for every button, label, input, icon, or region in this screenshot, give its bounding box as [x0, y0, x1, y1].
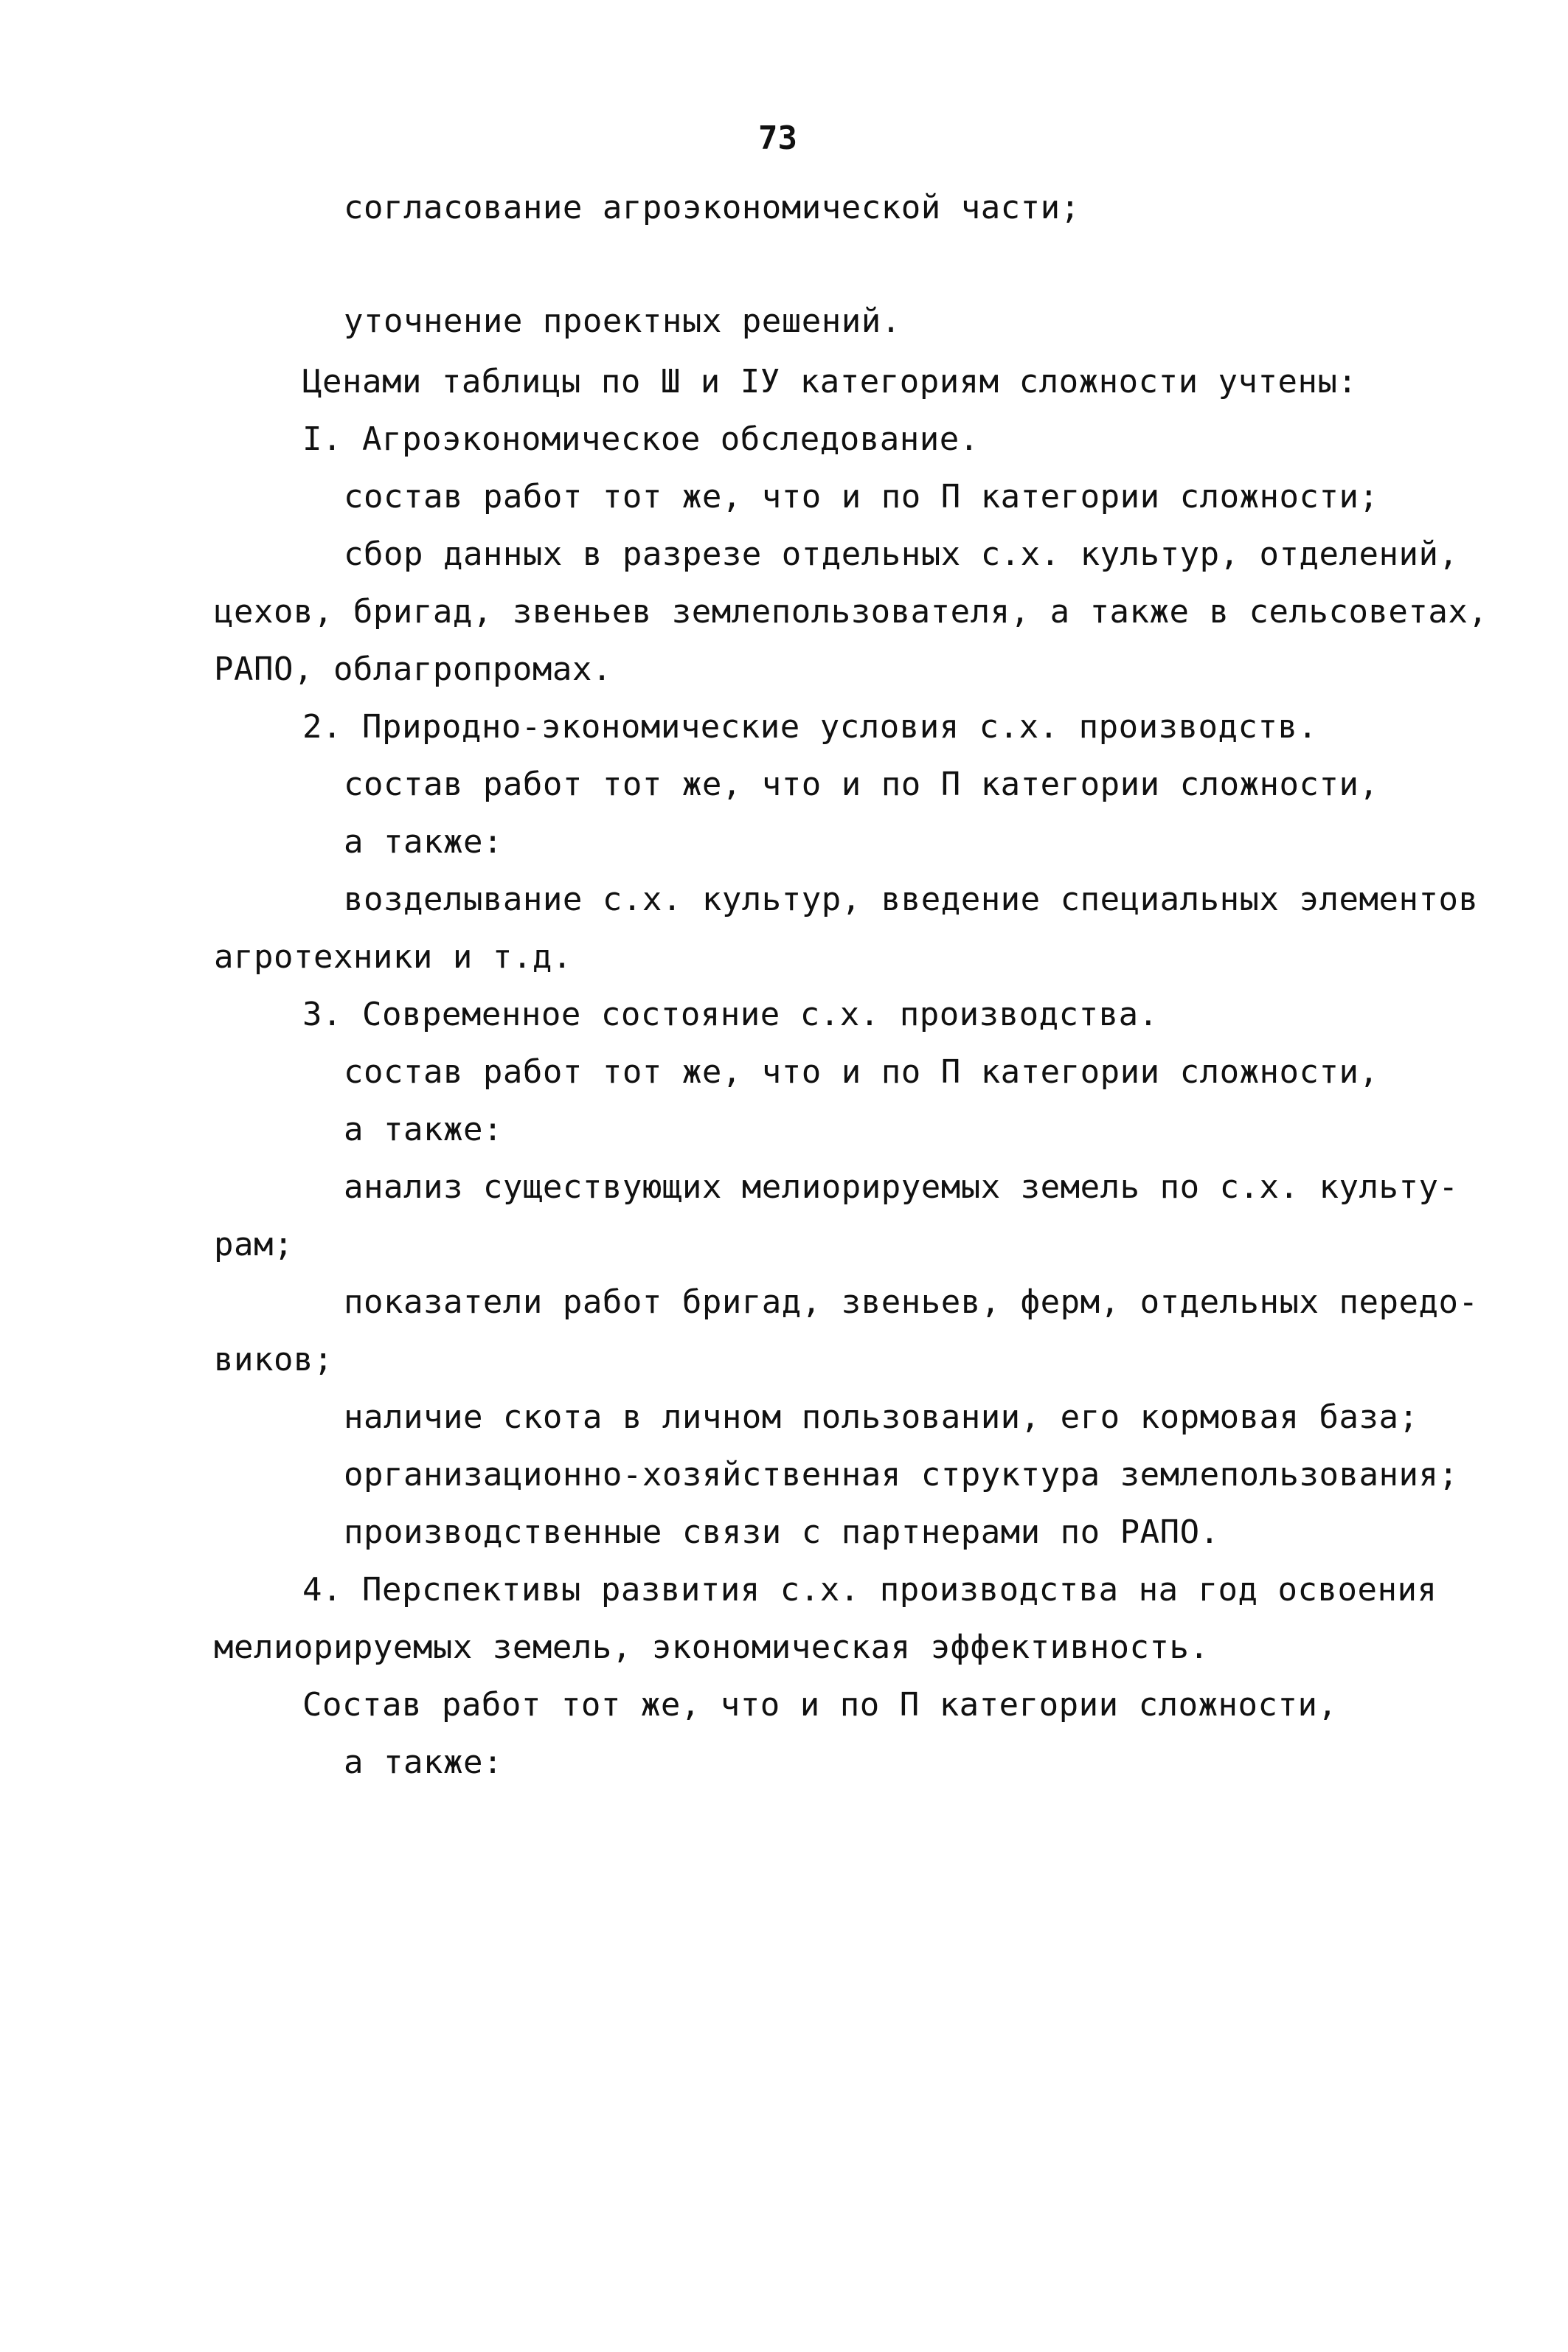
text-line: согласование агроэкономической части;: [344, 189, 1080, 226]
text-line: I. Агроэкономическое обследование.: [302, 420, 979, 458]
text-line: агротехники и т.д.: [214, 938, 572, 976]
text-line: рам;: [214, 1226, 294, 1263]
text-line: сбор данных в разрезе отдельных с.х. культур, отделений,: [344, 535, 1459, 573]
text-line: цехов, бригад, звеньев землепользователя, а также в сельсоветах,: [214, 593, 1488, 631]
text-line: а также:: [344, 1744, 503, 1781]
text-line: 2. Природно-экономические условия с.х. производств.: [302, 708, 1318, 746]
text-line: состав работ тот же, что и по П категории сложности,: [344, 1053, 1379, 1091]
text-line: виков;: [214, 1341, 333, 1378]
text-line: производственные связи с партнерами по РАПО.: [344, 1513, 1220, 1551]
text-line: наличие скота в личном пользовании, его кормовая база;: [344, 1398, 1419, 1436]
text-line: уточнение проектных решений.: [344, 302, 901, 340]
text-line: 3. Современное состояние с.х. производства.: [302, 996, 1159, 1033]
text-line: организационно-хозяйственная структура землепользования;: [344, 1456, 1459, 1494]
text-line: состав работ тот же, что и по П категории сложности,: [344, 766, 1379, 803]
text-line: РАПО, облагропромах.: [214, 651, 612, 688]
text-line: а также:: [344, 1111, 503, 1148]
text-line: Состав работ тот же, что и по П категории сложности,: [302, 1686, 1338, 1724]
text-line: Ценами таблицы по Ш и IУ категориям сложности учтены:: [302, 363, 1358, 400]
text-line: а также:: [344, 823, 503, 861]
text-line: состав работ тот же, что и по П категории сложности;: [344, 478, 1379, 516]
page-number: 73: [758, 119, 797, 157]
text-line: мелиорируемых земель, экономическая эффективность.: [214, 1628, 1210, 1666]
text-line: возделывание с.х. культур, введение специальных элементов: [344, 881, 1479, 918]
text-line: анализ существующих мелиорируемых земель по с.х. культу-: [344, 1168, 1459, 1206]
text-line: 4. Перспективы развития с.х. производства на год освоения: [302, 1571, 1437, 1609]
text-line: показатели работ бригад, звеньев, ферм, отдельных передо-: [344, 1283, 1479, 1321]
